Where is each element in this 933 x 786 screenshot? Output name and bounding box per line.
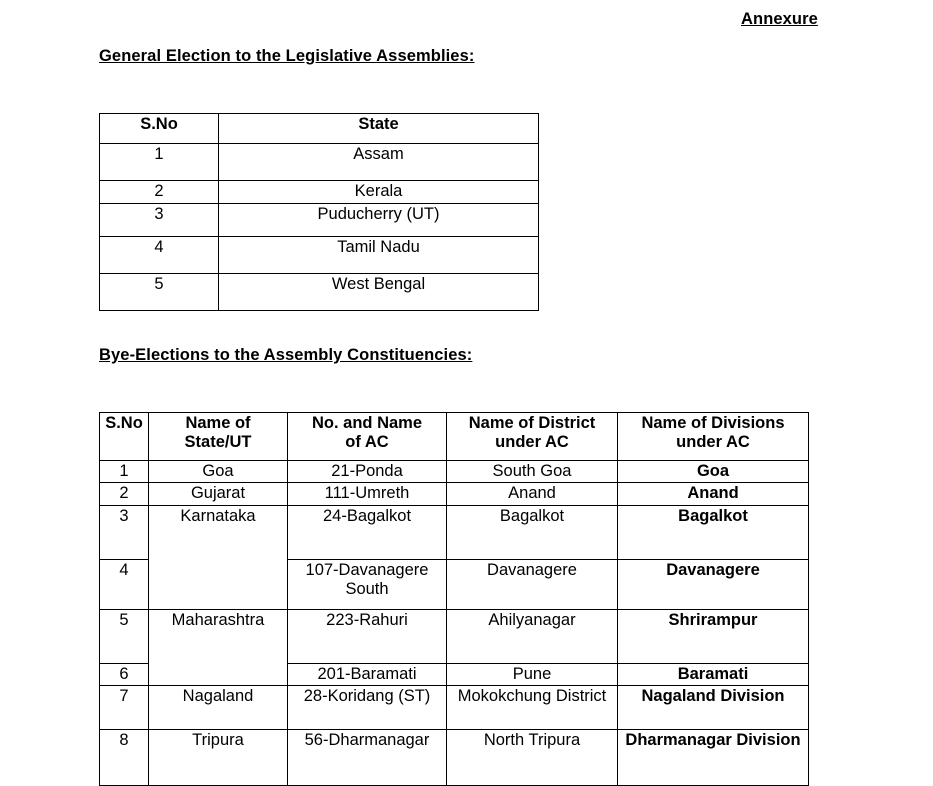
cell-ac: 21-Ponda [288,461,447,483]
table-row [100,237,539,274]
column-header-district [447,413,618,461]
column-header-ac [288,413,447,461]
cell-ac: 223-Rahuri [288,609,447,663]
cell-ac: 111-Umreth [288,483,447,505]
cell-state-merged: Karnataka [149,505,288,609]
cell-ac: 201-Baramati [288,663,447,685]
cell-ac: 28-Koridang (ST) [288,686,447,730]
cell-sno: 2 [100,181,219,204]
header-line: under AC [495,433,569,452]
cell-sno: 3 [100,204,219,237]
cell-sno: 1 [100,461,149,483]
cell-district: Ahilyanagar [447,609,618,663]
cell-division: Anand [618,483,809,505]
cell-district: Mokokchung District [447,686,618,730]
cell-district: Anand [447,483,618,505]
table-row [100,686,809,730]
cell-district: South Goa [447,461,618,483]
table-row [100,505,809,559]
cell-division: Nagaland Division [618,686,809,730]
column-header-sno [100,413,149,461]
section-heading-general-election: General Election to the Legislative Assemblies: [99,47,475,65]
header-line: under AC [676,433,750,452]
table-row [100,483,809,505]
cell-state: Tamil Nadu [219,237,539,274]
bye-elections-table [99,412,809,786]
cell-division: Bagalkot [618,505,809,559]
cell-state: Gujarat [149,483,288,505]
column-header-state [149,413,288,461]
column-header-sno: S.No [100,114,219,144]
cell-state: Assam [219,144,539,181]
cell-state-merged: Maharashtra [149,609,288,685]
cell-state: Puducherry (UT) [219,204,539,237]
column-header-division [618,413,809,461]
table-row [100,461,809,483]
cell-state: Kerala [219,181,539,204]
cell-division: Baramati [618,663,809,685]
cell-division: Shrirampur [618,609,809,663]
cell-sno: 3 [100,505,149,559]
table-header-row [100,413,809,461]
cell-sno: 4 [100,559,149,609]
header-line: Name of District [468,414,596,432]
header-line: No. and Name [311,414,423,432]
cell-sno: 5 [100,609,149,663]
table-header-row [100,114,539,144]
cell-division: Dharmanagar Division [618,730,809,786]
cell-sno: 1 [100,144,219,181]
cell-district: Bagalkot [447,505,618,559]
cell-sno: 4 [100,237,219,274]
header-line: Name of [185,414,251,432]
cell-ac: 107-Davanagere South [288,559,447,609]
cell-sno: 8 [100,730,149,786]
cell-sno: 6 [100,663,149,685]
table-row [100,181,539,204]
cell-state: Nagaland [149,686,288,730]
header-line: Name of Divisions [641,414,785,432]
cell-sno: 5 [100,274,219,311]
cell-district: Davanagere [447,559,618,609]
cell-state: Tripura [149,730,288,786]
column-header-state: State [219,114,539,144]
table-row [100,274,539,311]
header-line: of AC [345,433,389,452]
header-line: State/UT [184,433,252,452]
cell-ac: 24-Bagalkot [288,505,447,559]
section-heading-bye-elections: Bye-Elections to the Assembly Constituencies: [99,346,473,364]
cell-division: Goa [618,461,809,483]
cell-district: North Tripura [447,730,618,786]
cell-sno: 2 [100,483,149,505]
cell-district: Pune [447,663,618,685]
header-line: S.No [105,414,143,432]
cell-sno: 7 [100,686,149,730]
cell-division: Davanagere [618,559,809,609]
cell-state: West Bengal [219,274,539,311]
annexure-label: Annexure [741,10,818,28]
general-election-table [99,113,539,311]
cell-state: Goa [149,461,288,483]
table-row [100,144,539,181]
cell-ac: 56-Dharmanagar [288,730,447,786]
table-row [100,609,809,663]
table-row [100,204,539,237]
